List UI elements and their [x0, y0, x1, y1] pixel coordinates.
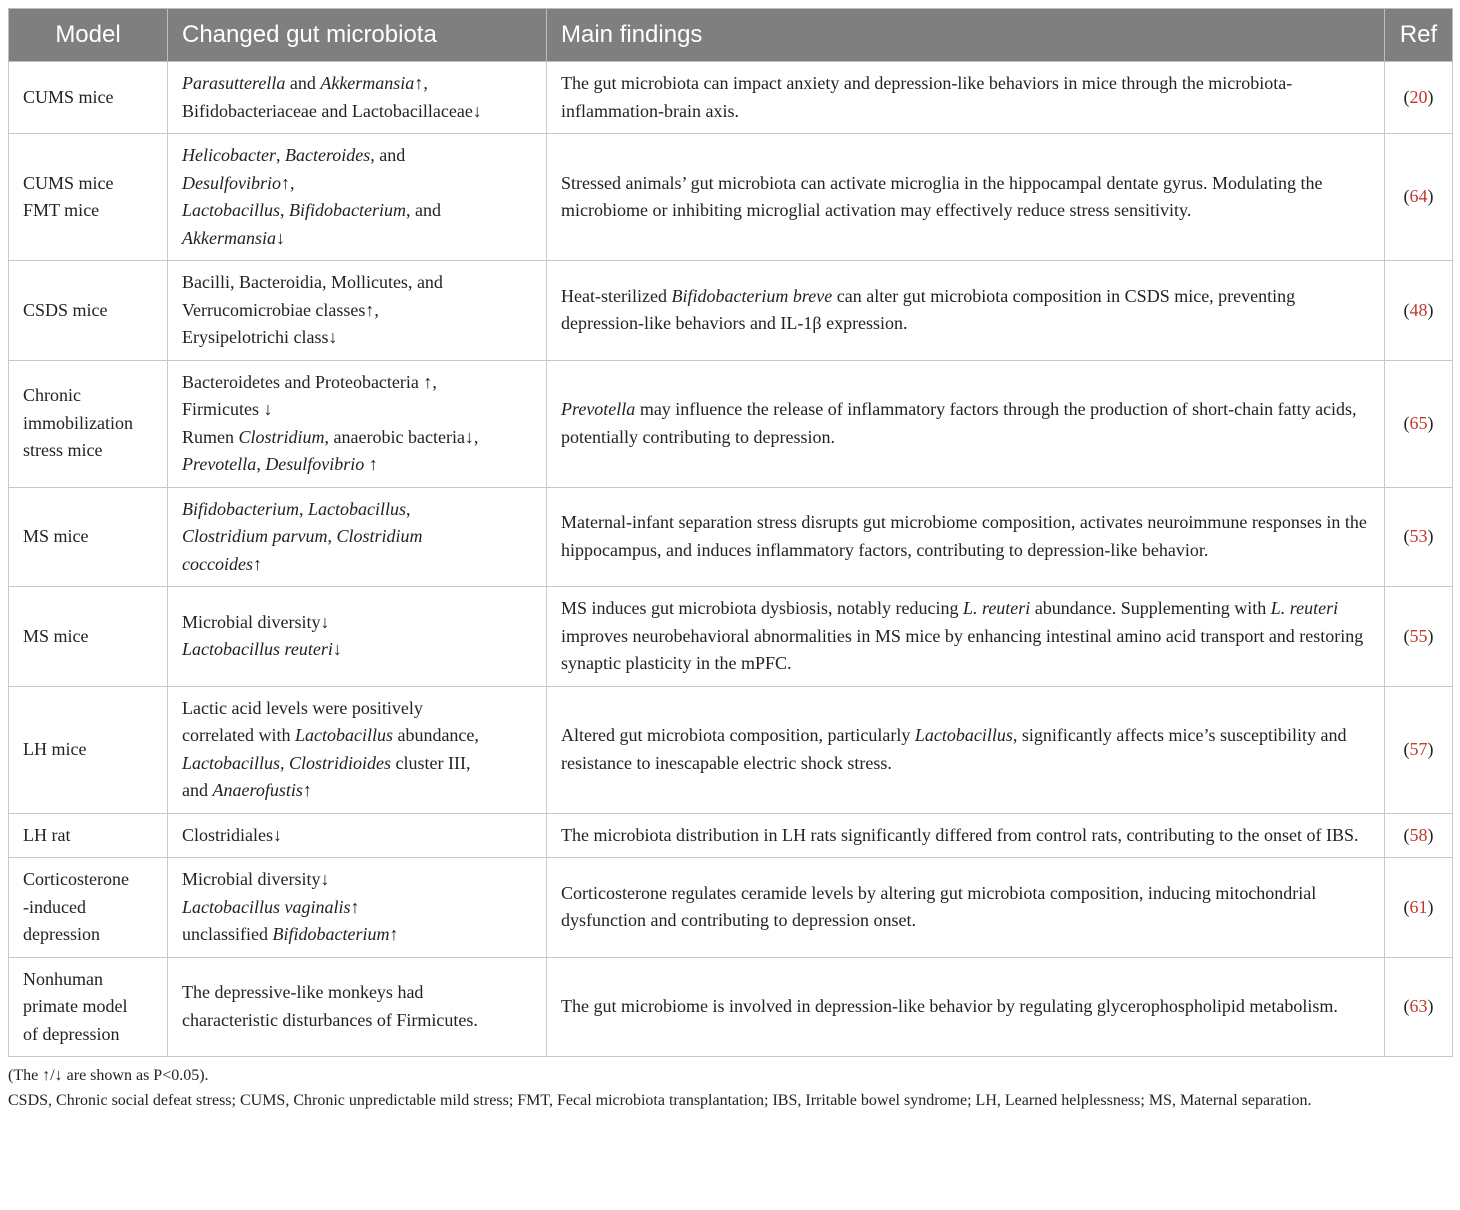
text-run: Stressed animals’ gut microbiota can activate microglia in the hippocampal dentate gyrus. Modulating the microbiome or inhibiting microglial activation may effectively reduce stress sensitivity.: [561, 172, 1323, 220]
italic-text: Akkermansia: [182, 227, 276, 248]
reference-link[interactable]: 48: [1409, 299, 1428, 320]
ref-paren: (: [1403, 824, 1410, 845]
cell-microbiota: [168, 261, 547, 361]
italic-text: L. reuteri: [1270, 598, 1339, 618]
microbiota-line: [182, 695, 532, 723]
italic-text: Clostridium parvum: [182, 526, 328, 546]
italic-text: Bifidobacterium breve: [671, 285, 833, 306]
cell-model: [9, 813, 168, 858]
italic-text: Prevotella: [182, 454, 257, 474]
table-row: [9, 134, 1453, 261]
text-run: The gut microbiome is involved in depression-like behavior by regulating glycerophospholipid metabolism.: [561, 996, 1338, 1016]
model-text: CSDS mice: [23, 299, 108, 320]
cell-model: [9, 134, 168, 261]
header-microbiota: Changed gut microbiota: [168, 9, 547, 62]
text-run: , and: [370, 145, 406, 165]
table-row: [9, 261, 1453, 361]
ref-paren: ): [1427, 896, 1434, 917]
italic-text: Akkermansia: [320, 73, 415, 93]
note-abbreviations: CSDS, Chronic social defeat stress; CUMS, Chronic unpredictable mild stress; FMT, Fecal microbiota transplantation; IBS, Irritable bowel syndrome; LH, Learned helplessness; MS, Maternal separation.: [8, 1092, 1312, 1109]
cell-findings: [547, 587, 1385, 687]
text-run: Lactic acid levels were positively: [182, 697, 423, 718]
table-row: [9, 360, 1453, 487]
microbiota-line: [182, 269, 532, 297]
microbiota-line: [182, 424, 532, 452]
text-run: characteristic disturbances of Firmicutes.: [182, 1009, 478, 1030]
text-run: , and: [405, 200, 441, 220]
text-run: ↑,: [414, 73, 428, 93]
reference-link[interactable]: 65: [1409, 412, 1428, 433]
italic-text: L. reuteri: [962, 598, 1031, 618]
text-run: Altered gut microbiota composition, particularly: [561, 725, 915, 745]
text-run: Firmicutes ↓: [182, 399, 273, 419]
text-run: ,: [256, 454, 266, 474]
ref-paren: ): [1427, 526, 1434, 546]
cell-ref: [1385, 686, 1453, 813]
text-run: ,: [327, 526, 337, 546]
microbiota-line: [182, 496, 532, 524]
text-run: ,: [405, 498, 411, 519]
table-body: [9, 62, 1453, 1057]
model-text: MS mice: [23, 526, 89, 546]
text-run: ↑: [389, 924, 399, 944]
cell-model: [9, 62, 168, 134]
cell-model: [9, 957, 168, 1057]
cell-microbiota: [168, 686, 547, 813]
ref-paren: (: [1403, 299, 1410, 320]
microbiota-line: [182, 142, 532, 170]
cell-findings: [547, 62, 1385, 134]
cell-ref: [1385, 487, 1453, 587]
microbiota-line: [182, 979, 532, 1007]
text-run: Heat-sterilized: [561, 285, 672, 306]
microbiota-line: [182, 894, 532, 922]
note-significance: (The ↑/↓ are shown as P<0.05).: [8, 1067, 209, 1084]
microbiota-line: [182, 70, 532, 98]
italic-text: Bacteroides: [284, 145, 371, 165]
ref-paren: ): [1427, 86, 1434, 107]
cell-microbiota: [168, 587, 547, 687]
table-row: [9, 62, 1453, 134]
text-run: Microbial diversity↓: [182, 869, 330, 889]
italic-text: Clostridium: [336, 526, 423, 546]
reference-link[interactable]: 53: [1409, 526, 1428, 546]
cell-ref: [1385, 261, 1453, 361]
reference-link[interactable]: 64: [1409, 186, 1428, 207]
italic-text: Lactobacillus vaginalis: [182, 896, 351, 917]
ref-paren: (: [1403, 996, 1410, 1016]
italic-text: Lactobacillus: [182, 200, 280, 220]
cell-findings: [547, 957, 1385, 1057]
model-text: Corticosterone -induced depression: [23, 869, 129, 944]
model-text: LH mice: [23, 738, 87, 759]
text-run: and: [285, 73, 321, 93]
header-row: [9, 9, 1453, 62]
microbiota-line: [182, 1007, 532, 1035]
italic-text: Bifidobacterium: [272, 924, 390, 944]
microbiota-line: [182, 636, 532, 664]
ref-paren: ): [1427, 412, 1434, 433]
text-run: Bifidobacteriaceae and Lactobacillaceae↓: [182, 100, 482, 121]
ref-paren: (: [1403, 412, 1410, 433]
cell-microbiota: [168, 858, 547, 958]
text-run: Corticosterone regulates ceramide levels by altering gut microbiota composition, inducing mitochondrial dysfunction and contributing to depression onset.: [561, 882, 1317, 931]
text-run: The microbiota distribution in LH rats significantly differed from control rats, contributing to the onset of IBS.: [561, 824, 1359, 845]
header-findings: Main findings: [547, 9, 1385, 62]
model-text: CUMS mice: [23, 86, 114, 107]
cell-findings: [547, 360, 1385, 487]
microbiota-line: [182, 822, 532, 850]
italic-text: Anaerofustis: [212, 780, 303, 800]
italic-text: Desulfovibrio: [182, 172, 281, 193]
table-container: [8, 8, 1452, 1113]
reference-link[interactable]: 55: [1409, 625, 1428, 646]
model-text: Chronic immobilization stress mice: [23, 385, 133, 461]
cell-microbiota: [168, 487, 547, 587]
microbiota-line: [182, 921, 532, 949]
text-run: , anaerobic bacteria↓,: [324, 426, 479, 447]
table-row: [9, 957, 1453, 1057]
text-run: ↓: [332, 639, 342, 660]
header-ref: Ref: [1385, 9, 1453, 62]
table-row: [9, 487, 1453, 587]
table-notes: [8, 1063, 1452, 1113]
text-run: may influence the release of inflammatory factors through the production of short-chain fatty acids, potentially contributing to depression.: [561, 399, 1357, 447]
cell-findings: [547, 813, 1385, 858]
cell-model: [9, 360, 168, 487]
text-run: cluster III,: [391, 752, 471, 773]
cell-ref: [1385, 813, 1453, 858]
model-text: CUMS mice FMT mice: [23, 172, 114, 220]
header-model: Model: [9, 9, 168, 62]
text-run: correlated with: [182, 725, 295, 745]
cell-model: [9, 858, 168, 958]
microbiota-line: [182, 369, 532, 397]
microbiota-line: [182, 551, 532, 579]
text-run: ↑: [350, 896, 360, 917]
italic-text: Lactobacillus: [294, 725, 393, 745]
reference-link[interactable]: 58: [1409, 824, 1428, 845]
microbiota-line: [182, 297, 532, 325]
italic-text: coccoides: [182, 553, 253, 574]
text-run: improves neurobehavioral abnormalities in MS mice by enhancing intestinal amino acid transport and restoring synaptic plasticity in the mPFC.: [561, 625, 1364, 673]
italic-text: Bifidobacterium: [182, 498, 299, 519]
model-text: LH rat: [23, 824, 71, 845]
italic-text: Helicobacter: [182, 145, 276, 165]
ref-paren: ): [1427, 186, 1434, 207]
ref-paren: (: [1403, 526, 1410, 546]
text-run: The gut microbiota can impact anxiety and depression-like behaviors in mice through the microbiota-inflammation-brain axis.: [561, 73, 1293, 121]
italic-text: Lactobacillus: [182, 752, 280, 773]
microbiota-line: [182, 225, 532, 253]
microbiota-line: [182, 324, 532, 352]
text-run: Clostridiales↓: [182, 824, 282, 845]
cell-findings: [547, 858, 1385, 958]
cell-microbiota: [168, 957, 547, 1057]
reference-link[interactable]: 61: [1409, 896, 1428, 917]
text-run: ↑: [364, 454, 378, 474]
microbiota-line: [182, 197, 532, 225]
microbiota-line: [182, 750, 532, 778]
text-run: ,: [280, 752, 289, 773]
table-row: [9, 858, 1453, 958]
text-run: ,: [280, 200, 289, 220]
table-row: [9, 587, 1453, 687]
text-run: abundance,: [392, 725, 479, 745]
cell-findings: [547, 686, 1385, 813]
microbiota-line: [182, 396, 532, 424]
ref-paren: ): [1427, 299, 1434, 320]
cell-microbiota: [168, 813, 547, 858]
ref-paren: ): [1427, 824, 1434, 845]
reference-link[interactable]: 63: [1409, 996, 1428, 1016]
cell-model: [9, 587, 168, 687]
text-run: ↑,: [281, 172, 295, 193]
cell-model: [9, 261, 168, 361]
ref-paren: ): [1427, 625, 1434, 646]
cell-ref: [1385, 587, 1453, 687]
model-text: Nonhuman primate model of depression: [23, 968, 128, 1044]
italic-text: Bifidobacterium: [289, 200, 406, 220]
cell-findings: [547, 134, 1385, 261]
text-run: The depressive-like monkeys had: [182, 982, 424, 1003]
table-row: [9, 813, 1453, 858]
table-row: [9, 686, 1453, 813]
cell-microbiota: [168, 134, 547, 261]
italic-text: Clostridioides: [289, 752, 392, 773]
text-run: ↓: [275, 227, 285, 248]
cell-microbiota: [168, 360, 547, 487]
italic-text: Lactobacillus: [914, 725, 1013, 745]
text-run: Microbial diversity↓: [182, 611, 330, 632]
cell-ref: [1385, 957, 1453, 1057]
italic-text: Parasutterella: [182, 73, 286, 93]
text-run: , significantly affects mice’s susceptibility and resistance to inescapable electric shock stress.: [561, 725, 1347, 773]
text-run: and: [182, 780, 213, 800]
text-run: ,: [275, 145, 285, 165]
text-run: MS induces gut microbiota dysbiosis, notably reducing: [561, 598, 963, 618]
model-text: MS mice: [23, 625, 89, 646]
microbiota-line: [182, 98, 532, 126]
text-run: abundance. Supplementing with: [1030, 598, 1271, 618]
text-run: ,: [298, 498, 308, 519]
cell-model: [9, 686, 168, 813]
ref-paren: (: [1403, 896, 1410, 917]
ref-paren: ): [1427, 738, 1434, 759]
microbiota-line: [182, 722, 532, 750]
microbiota-line: [182, 777, 532, 805]
text-run: Bacteroidetes and Proteobacteria ↑,: [182, 371, 437, 392]
reference-link[interactable]: 57: [1409, 738, 1428, 759]
text-run: unclassified: [182, 924, 273, 944]
microbiota-line: [182, 170, 532, 198]
microbiota-table: [8, 8, 1453, 1057]
reference-link[interactable]: 20: [1409, 86, 1428, 107]
cell-microbiota: [168, 62, 547, 134]
ref-paren: (: [1403, 738, 1410, 759]
ref-paren: (: [1403, 86, 1410, 107]
text-run: ↑: [252, 553, 262, 574]
text-run: Erysipelotrichi class↓: [182, 327, 338, 347]
text-run: ↑: [302, 780, 312, 800]
ref-paren: (: [1403, 625, 1410, 646]
cell-findings: [547, 261, 1385, 361]
text-run: Rumen: [182, 426, 239, 447]
microbiota-line: [182, 451, 532, 479]
cell-ref: [1385, 858, 1453, 958]
cell-ref: [1385, 134, 1453, 261]
cell-ref: [1385, 360, 1453, 487]
italic-text: Lactobacillus: [307, 498, 406, 519]
microbiota-line: [182, 866, 532, 894]
text-run: Bacilli, Bacteroidia, Mollicutes, and: [182, 272, 443, 292]
cell-findings: [547, 487, 1385, 587]
microbiota-line: [182, 609, 532, 637]
cell-model: [9, 487, 168, 587]
italic-text: Prevotella: [561, 399, 636, 419]
microbiota-line: [182, 523, 532, 551]
cell-ref: [1385, 62, 1453, 134]
text-run: Verrucomicrobiae classes↑,: [182, 299, 379, 320]
ref-paren: ): [1427, 996, 1434, 1016]
text-run: Maternal-infant separation stress disrupts gut microbiome composition, activates neuroimmune responses in the hippocampus, and induces inflammatory factors, contributing to depression-like behavior.: [561, 512, 1367, 560]
text-run: can alter gut microbiota composition in CSDS mice, preventing depression-like behaviors and IL-1β expression.: [561, 285, 1296, 334]
ref-paren: (: [1403, 186, 1410, 207]
italic-text: Lactobacillus reuteri: [182, 639, 333, 660]
italic-text: Desulfovibrio: [265, 454, 365, 474]
italic-text: Clostridium: [238, 426, 325, 447]
